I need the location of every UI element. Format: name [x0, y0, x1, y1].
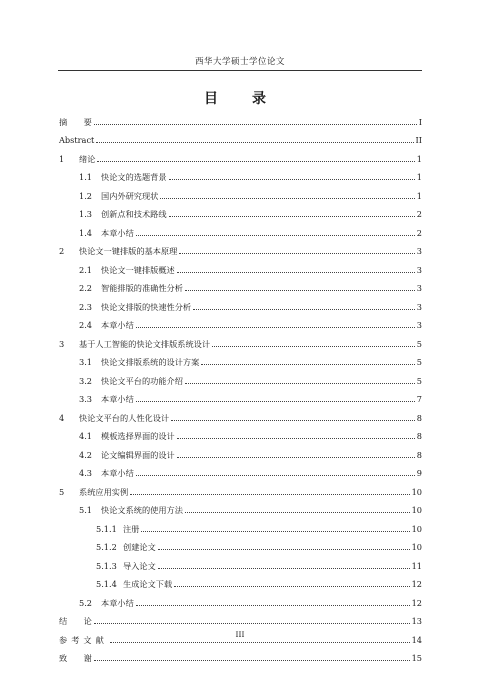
toc-entry-chapter-3[interactable]: 3 基于人工智能的快论文排版系统设计 5	[59, 338, 422, 349]
toc-entry-section-5-1[interactable]: 5.1 快论文系统的使用方法 10	[79, 505, 422, 515]
toc-entry-conclusion[interactable]: 结 论 13	[59, 616, 422, 626]
toc-entry-section-4-3[interactable]: 4.3 本章小结 9	[79, 468, 422, 478]
toc-entry-section-4-1[interactable]: 4.1 模板选择界面的设计 8	[79, 431, 422, 441]
toc-entry-references[interactable]: 参考文献 14	[59, 634, 422, 645]
toc-entry-section-2-4[interactable]: 2.4 本章小结 3	[79, 320, 422, 330]
toc-entry-section-4-2[interactable]: 4.2 论文编辑界面的设计 8	[79, 449, 422, 460]
toc-entry-chapter-5[interactable]: 5 系统应用实例 10	[59, 486, 422, 497]
toc-entry-section-3-1[interactable]: 3.1 快论文排版系统的设计方案 5	[79, 357, 422, 367]
toc-entry-section-1-4[interactable]: 1.4 本章小结 2	[79, 227, 422, 238]
toc-entry-section-2-3[interactable]: 2.3 快论文排版的快速性分析 3	[79, 301, 422, 312]
toc-entry-chapter-2[interactable]: 2 快论文一键排版的基本原理 3	[59, 246, 422, 256]
header-rule	[58, 70, 422, 71]
toc-entry-section-1-1[interactable]: 1.1 快论文的选题背景 1	[79, 172, 422, 182]
page-number: III	[235, 630, 245, 639]
toc-entry-chapter-1[interactable]: 1 绪论 1	[59, 153, 422, 164]
toc-entry-subsection-5-1-4[interactable]: 5.1.4 生成论文下载 12	[96, 579, 422, 589]
table-of-contents	[59, 108, 422, 663]
toc-entry-section-1-2[interactable]: 1.2 国内外研究现状 1	[79, 190, 422, 201]
toc-entry-section-5-2[interactable]: 5.2 本章小结 12	[79, 597, 422, 608]
toc-entry-chapter-4[interactable]: 4 快论文平台的人性化设计 8	[59, 412, 422, 423]
toc-title: 目 录	[204, 91, 276, 107]
toc-entry-subsection-5-1-1[interactable]: 5.1.1 注册 10	[96, 523, 422, 534]
toc-entry-section-3-2[interactable]: 3.2 快论文平台的功能介绍 5	[79, 375, 422, 386]
toc-entry-abstract-en[interactable]: Abstract II	[59, 135, 422, 145]
toc-entry-section-3-3[interactable]: 3.3 本章小结 7	[79, 394, 422, 404]
toc-entry-subsection-5-1-3[interactable]: 5.1.3 导入论文 11	[96, 560, 422, 571]
toc-entry-abstract-cn[interactable]: 摘 要 I	[59, 116, 422, 127]
running-header: 西华大学硕士学位论文	[194, 57, 285, 67]
toc-entry-section-1-3[interactable]: 1.3 创新点和技术路线 2	[79, 209, 422, 219]
toc-entry-section-2-1[interactable]: 2.1 快论文一键排版概述 3	[79, 264, 422, 275]
toc-entry-acknowledgements[interactable]: 致 谢 15	[59, 653, 422, 663]
toc-entry-subsection-5-1-2[interactable]: 5.1.2 创建论文 10	[96, 542, 422, 552]
toc-entry-section-2-2[interactable]: 2.2 智能排版的准确性分析 3	[79, 283, 422, 293]
